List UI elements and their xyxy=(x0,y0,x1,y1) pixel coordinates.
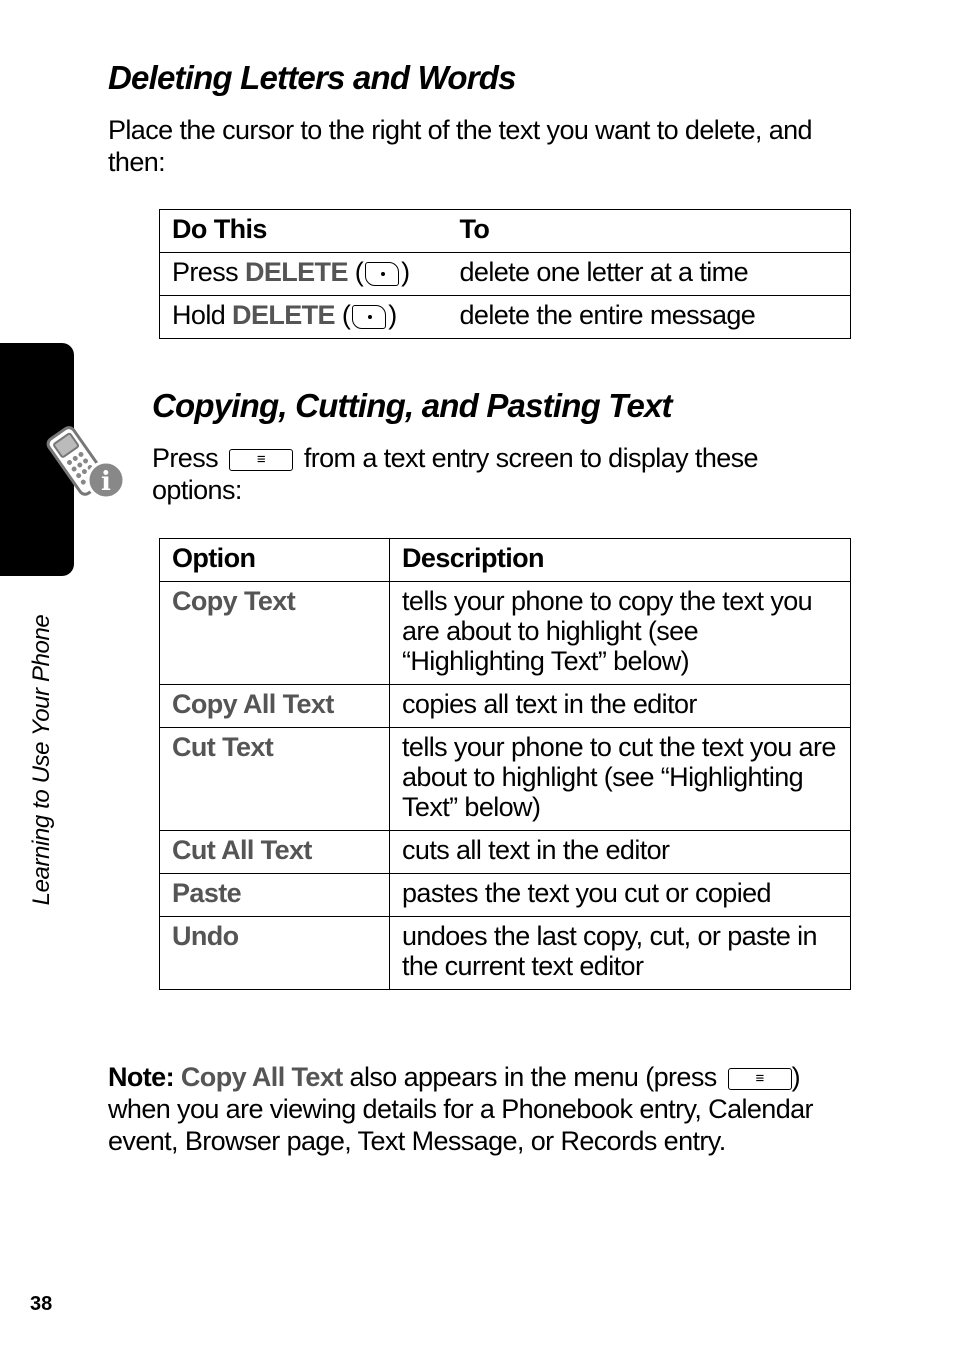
column-header: Option xyxy=(160,539,390,582)
intro-text-before: Press xyxy=(152,443,219,473)
result-cell: delete one letter at a time xyxy=(459,257,748,287)
table-header-row xyxy=(160,210,851,253)
note-text-before: also appears in the menu (press xyxy=(349,1062,717,1092)
intro-text-after: from a text entry screen to display these options: xyxy=(152,443,758,505)
option-cell: Cut Text xyxy=(160,728,390,831)
phone-info-icon xyxy=(40,420,130,502)
column-header: Do This xyxy=(172,214,267,244)
option-cell: Undo xyxy=(160,917,390,990)
action-cell: Hold DELETE ( ) xyxy=(172,300,397,330)
table-row xyxy=(160,685,851,728)
section-intro-copying xyxy=(152,442,842,506)
delete-key-icon xyxy=(365,262,399,286)
table-row xyxy=(160,917,851,990)
table-row xyxy=(160,874,851,917)
key-name: DELETE xyxy=(244,257,348,287)
table-row xyxy=(160,831,851,874)
column-header: To xyxy=(459,214,490,244)
note-text-after: ) when you are viewing details for a Phonebook entry, Calendar event, Browser page, Text Message, or Records entry. xyxy=(108,1062,813,1156)
note-paragraph xyxy=(108,1061,853,1157)
table-header-row xyxy=(160,539,851,582)
page-number: 38 xyxy=(30,1293,53,1315)
table-row xyxy=(160,296,851,339)
action-verb: Hold xyxy=(172,300,226,330)
action-cell: Press DELETE ( ) xyxy=(172,257,410,287)
description-cell: cuts all text in the editor xyxy=(402,835,670,865)
section-heading-copying: Copying, Cutting, and Pasting Text xyxy=(152,387,672,424)
key-name: DELETE xyxy=(232,300,335,330)
section-intro-deleting: Place the cursor to the right of the text you want to delete, and then: xyxy=(108,115,812,177)
option-cell: Cut All Text xyxy=(160,831,390,874)
table-row xyxy=(160,253,851,296)
option-cell: Paste xyxy=(160,874,390,917)
description-cell: copies all text in the editor xyxy=(402,689,697,719)
column-header: Description xyxy=(402,543,544,573)
menu-key-icon xyxy=(728,1068,792,1090)
delete-key-icon xyxy=(352,305,386,329)
option-cell: Copy All Text xyxy=(160,685,390,728)
result-cell: delete the entire message xyxy=(459,300,756,330)
menu-key-icon xyxy=(229,449,293,471)
delete-table xyxy=(159,209,851,339)
sidebar-label: Learning to Use Your Phone xyxy=(28,614,55,906)
options-table xyxy=(159,538,851,990)
description-cell: undoes the last copy, cut, or paste in the current text editor xyxy=(402,921,817,981)
table-row xyxy=(160,728,851,831)
note-label: Note: xyxy=(108,1062,174,1092)
description-cell: tells your phone to cut the text you are about to highlight (see “Highlighting Text” below) xyxy=(402,732,836,822)
svg-text:i: i xyxy=(101,467,111,497)
option-cell: Copy Text xyxy=(160,582,390,685)
action-verb: Press xyxy=(172,257,239,287)
section-heading-deleting: Deleting Letters and Words xyxy=(108,59,516,96)
description-cell: pastes the text you cut or copied xyxy=(402,878,771,908)
table-row xyxy=(160,582,851,685)
note-keyword: Copy All Text xyxy=(180,1062,343,1092)
description-cell: tells your phone to copy the text you are about to highlight (see “Highlighting Text” below) xyxy=(402,586,813,676)
